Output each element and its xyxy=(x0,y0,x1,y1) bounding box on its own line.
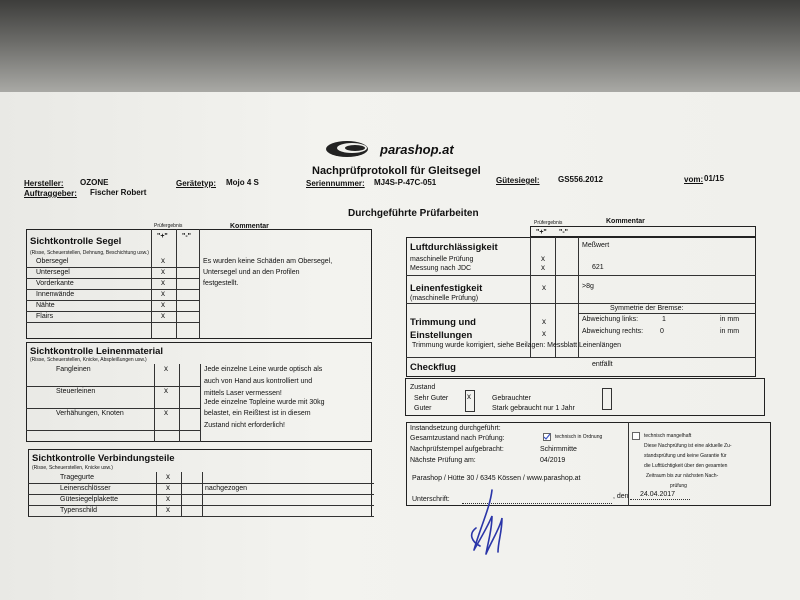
segel-row-divider xyxy=(26,278,200,279)
document-page xyxy=(0,92,800,600)
unterschrift-label: Unterschrift: xyxy=(412,496,450,503)
verbindung-row-label: Leinenschlösser xyxy=(60,485,111,492)
zustand-check-gebraucht xyxy=(602,388,612,410)
guetesiegel-label: Gütesiegel: xyxy=(496,176,540,185)
right-kommentar-header: Kommentar xyxy=(606,218,645,225)
zustand-title: Zustand xyxy=(410,384,436,391)
segel-comment-2: Untersegel und an den Profilen xyxy=(203,269,300,276)
trimm-note: Trimmung wurde korrigiert, siehe Beilagen: Messblatt Leinenlängen xyxy=(412,342,622,349)
verbindung-row-mark: x xyxy=(166,472,170,481)
verbindung-row-divider xyxy=(28,505,374,506)
leinen-row-divider xyxy=(26,430,200,431)
leinen-row-mark: x xyxy=(164,386,168,395)
disclaimer-2: standsprüfung und keine Garantie für xyxy=(644,453,727,459)
segel-title: Sichtkontrolle Segel xyxy=(30,236,122,247)
seriennummer-value: MJ4S-P-47C-051 xyxy=(374,178,437,187)
trimm-symmetry-label: Symmetrie der Bremse: xyxy=(610,305,684,312)
segel-minus-header: "-" xyxy=(182,233,191,240)
leinen-title: Sichtkontrolle Leinenmaterial xyxy=(30,346,164,357)
luft-row-1: maschinelle Prüfung xyxy=(410,256,474,263)
geraetetyp-label: Gerätetyp: xyxy=(176,179,217,188)
signature-date: 24.04.2017 xyxy=(640,491,676,498)
background-top-band xyxy=(0,0,800,92)
hersteller-value: OZONE xyxy=(80,178,109,187)
parashop-logo xyxy=(325,138,475,160)
trimm-links-unit: in mm xyxy=(720,316,740,323)
hersteller-label: Hersteller: xyxy=(24,179,64,188)
segel-row-divider xyxy=(26,300,200,301)
verbindung-title: Sichtkontrolle Verbindungsteile xyxy=(32,453,175,464)
segel-row-label: Untersegel xyxy=(36,269,70,276)
verbindung-row-comment: nachgezogen xyxy=(205,485,248,492)
right-pruefergebnis-header: Prüfergebnis xyxy=(534,220,563,226)
segel-row-divider xyxy=(26,267,200,268)
leinen-row-label: Steuerleinen xyxy=(56,388,96,395)
seriennummer-label: Seriennummer: xyxy=(306,179,365,188)
disclaimer-3: die Lufttüchtigkeit über den gesamten xyxy=(644,463,728,469)
guetesiegel-value: GS556.2012 xyxy=(558,175,603,184)
final-line-3: Nachprüfstempel aufgebracht: xyxy=(410,446,504,453)
trimm-links-value: 1 xyxy=(662,316,666,323)
segel-row-mark: x xyxy=(161,289,165,298)
trimm-mark-1: x xyxy=(542,317,546,326)
segel-row-label: Flairs xyxy=(36,313,54,320)
left-pruefergebnis-header: Prüfergebnis xyxy=(154,223,183,229)
zustand-sehr-guter: Sehr Guter xyxy=(414,395,449,402)
left-kommentar-header: Kommentar xyxy=(230,223,269,230)
trimm-rechts-value: 0 xyxy=(660,328,664,335)
luft-comment-2: 621 xyxy=(592,264,604,271)
segel-comment-3: festgestellt. xyxy=(203,280,239,287)
stempel-value: Schirmmitte xyxy=(540,446,577,453)
section-title: Durchgeführte Prüfarbeiten xyxy=(348,208,479,219)
trimm-rechts-label: Abweichung rechts: xyxy=(582,328,644,335)
leinen-row-label: Verhähungen, Knoten xyxy=(56,410,124,417)
document-title: Nachprüfprotokoll für Gleitsegel xyxy=(312,165,481,177)
segel-subtitle: (Risse, Scheuerstellen, Dehnung, Beschichtung usw.) xyxy=(30,250,149,256)
verbindung-row-mark: x xyxy=(166,505,170,514)
den-label: , den xyxy=(613,493,629,500)
segel-row-mark: x xyxy=(161,300,165,309)
final-line-2: Gesamtzustand nach Prüfung: xyxy=(410,435,505,442)
leinen-row-label: Fangleinen xyxy=(56,366,91,373)
vom-label: vom: xyxy=(684,175,704,184)
auftraggeber-label: Auftraggeber: xyxy=(24,189,77,198)
technisch-mangelhaft-checkbox[interactable] xyxy=(632,432,640,440)
leinen-subtitle: (Risse, Scheuerstellen, Knicke, Abspleißungen usw.) xyxy=(30,357,147,363)
trimm-links-label: Abweichung links: xyxy=(582,316,639,323)
verbindung-row-mark: x xyxy=(166,483,170,492)
trimm-rechts-unit: in mm xyxy=(720,328,740,335)
technisch-ok-label: technisch in Ordnung xyxy=(555,434,603,440)
segel-row-label: Nähte xyxy=(36,302,55,309)
luft-title: Luftdurchlässigkeit xyxy=(410,242,498,253)
leinen-comment-3: mittels Laser vermessen! xyxy=(204,390,282,397)
segel-row-mark: x xyxy=(161,278,165,287)
disclaimer-5: prüfung xyxy=(670,483,687,489)
verbindung-row-divider xyxy=(28,483,374,484)
leinen-comment-2: auch von Hand aus kontrolliert und xyxy=(204,378,313,385)
disclaimer-1: Diese Nachprüfung ist eine aktuelle Zu- xyxy=(644,443,732,449)
leinenfest-subtitle: (maschinelle Prüfung) xyxy=(410,295,479,302)
verbindung-row-mark: x xyxy=(166,494,170,503)
checkflug-title: Checkflug xyxy=(410,362,456,373)
luft-row-2: Messung nach JDC xyxy=(410,265,472,272)
zustand-guter: Guter xyxy=(414,405,432,412)
leinen-comment-6: Zustand nicht erforderlich! xyxy=(204,422,285,429)
address-line: Parashop / Hütte 30 / 6345 Kössen / www.parashop.at xyxy=(412,475,581,482)
right-minus-header: "-" xyxy=(559,229,568,236)
leinen-row-mark: x xyxy=(164,408,168,417)
luft-mark-1: x xyxy=(541,254,545,263)
leinen-comment-1: Jede einzelne Leine wurde optisch als xyxy=(204,366,323,373)
leinen-row-mark: x xyxy=(164,364,168,373)
checkflug-comment: entfällt xyxy=(592,361,613,368)
segel-row-divider xyxy=(26,289,200,290)
vom-value: 01/15 xyxy=(704,174,725,183)
geraetetyp-value: Mojo 4 S xyxy=(226,178,259,187)
luft-comment-1: Meßwert xyxy=(582,242,610,249)
segel-row-divider xyxy=(26,311,200,312)
segel-row-mark: x xyxy=(161,267,165,276)
leinen-comment-5: belastet, ein Reißtest ist in diesem xyxy=(204,410,311,417)
zustand-gebraucht: Gebrauchter xyxy=(492,395,531,402)
segel-row-mark: x xyxy=(161,256,165,265)
segel-row-label: Innenwände xyxy=(36,291,75,298)
technisch-mangelhaft-label: technisch mangelhaft xyxy=(644,433,692,439)
segel-row-label: Vorderkante xyxy=(36,280,74,287)
segel-row-label: Obersegel xyxy=(36,258,69,265)
leinen-row-divider xyxy=(26,386,200,387)
verbindung-row-divider xyxy=(28,516,374,517)
segel-comment-1: Es wurden keine Schäden am Obersegel, xyxy=(203,258,333,265)
leinenfest-comment: >8g xyxy=(582,283,594,290)
next-check-value: 04/2019 xyxy=(540,457,566,464)
trimm-mark-2: x xyxy=(542,329,546,338)
verbindung-row-label: Gütesiegelplakette xyxy=(60,496,118,503)
leinenfest-title: Leinenfestigkeit xyxy=(410,283,483,294)
check-icon xyxy=(543,433,551,441)
zustand-stark: Stark gebraucht nur 1 Jahr xyxy=(492,405,575,412)
trimm-title-2: Einstellungen xyxy=(410,330,473,341)
disclaimer-4: Zeitraum bis zur nächsten Nach- xyxy=(646,473,719,479)
trimm-title-1: Trimmung und xyxy=(410,317,476,328)
zustand-check-mark: x xyxy=(467,392,471,401)
right-plus-header: "+" xyxy=(536,229,547,236)
swoosh-logo-icon xyxy=(325,138,377,160)
zustand-box xyxy=(405,378,765,416)
leinen-row-divider xyxy=(26,408,200,409)
verbindung-row-label: Typenschild xyxy=(60,507,97,514)
verbindung-row-label: Tragegurte xyxy=(60,474,94,481)
segel-row-mark: x xyxy=(161,311,165,320)
verbindung-subtitle: (Risse, Scheuerstellen, Knicke usw.) xyxy=(32,465,113,471)
leinen-comment-4: Jede einzelne Topleine wurde mit 30kg xyxy=(204,399,325,406)
segel-row-divider xyxy=(26,322,200,323)
leinenfest-mark: x xyxy=(542,283,546,292)
luft-mark-2: x xyxy=(541,263,545,272)
logo-brand-text: parashop.at xyxy=(380,142,454,157)
segel-plus-header: "+" xyxy=(157,233,168,240)
auftraggeber-value: Fischer Robert xyxy=(90,188,147,197)
final-line-1: Instandsetzung durchgeführt: xyxy=(410,425,501,432)
handwritten-signature xyxy=(462,488,522,558)
final-line-4: Nächste Prüfung am: xyxy=(410,457,476,464)
verbindung-row-divider xyxy=(28,494,374,495)
